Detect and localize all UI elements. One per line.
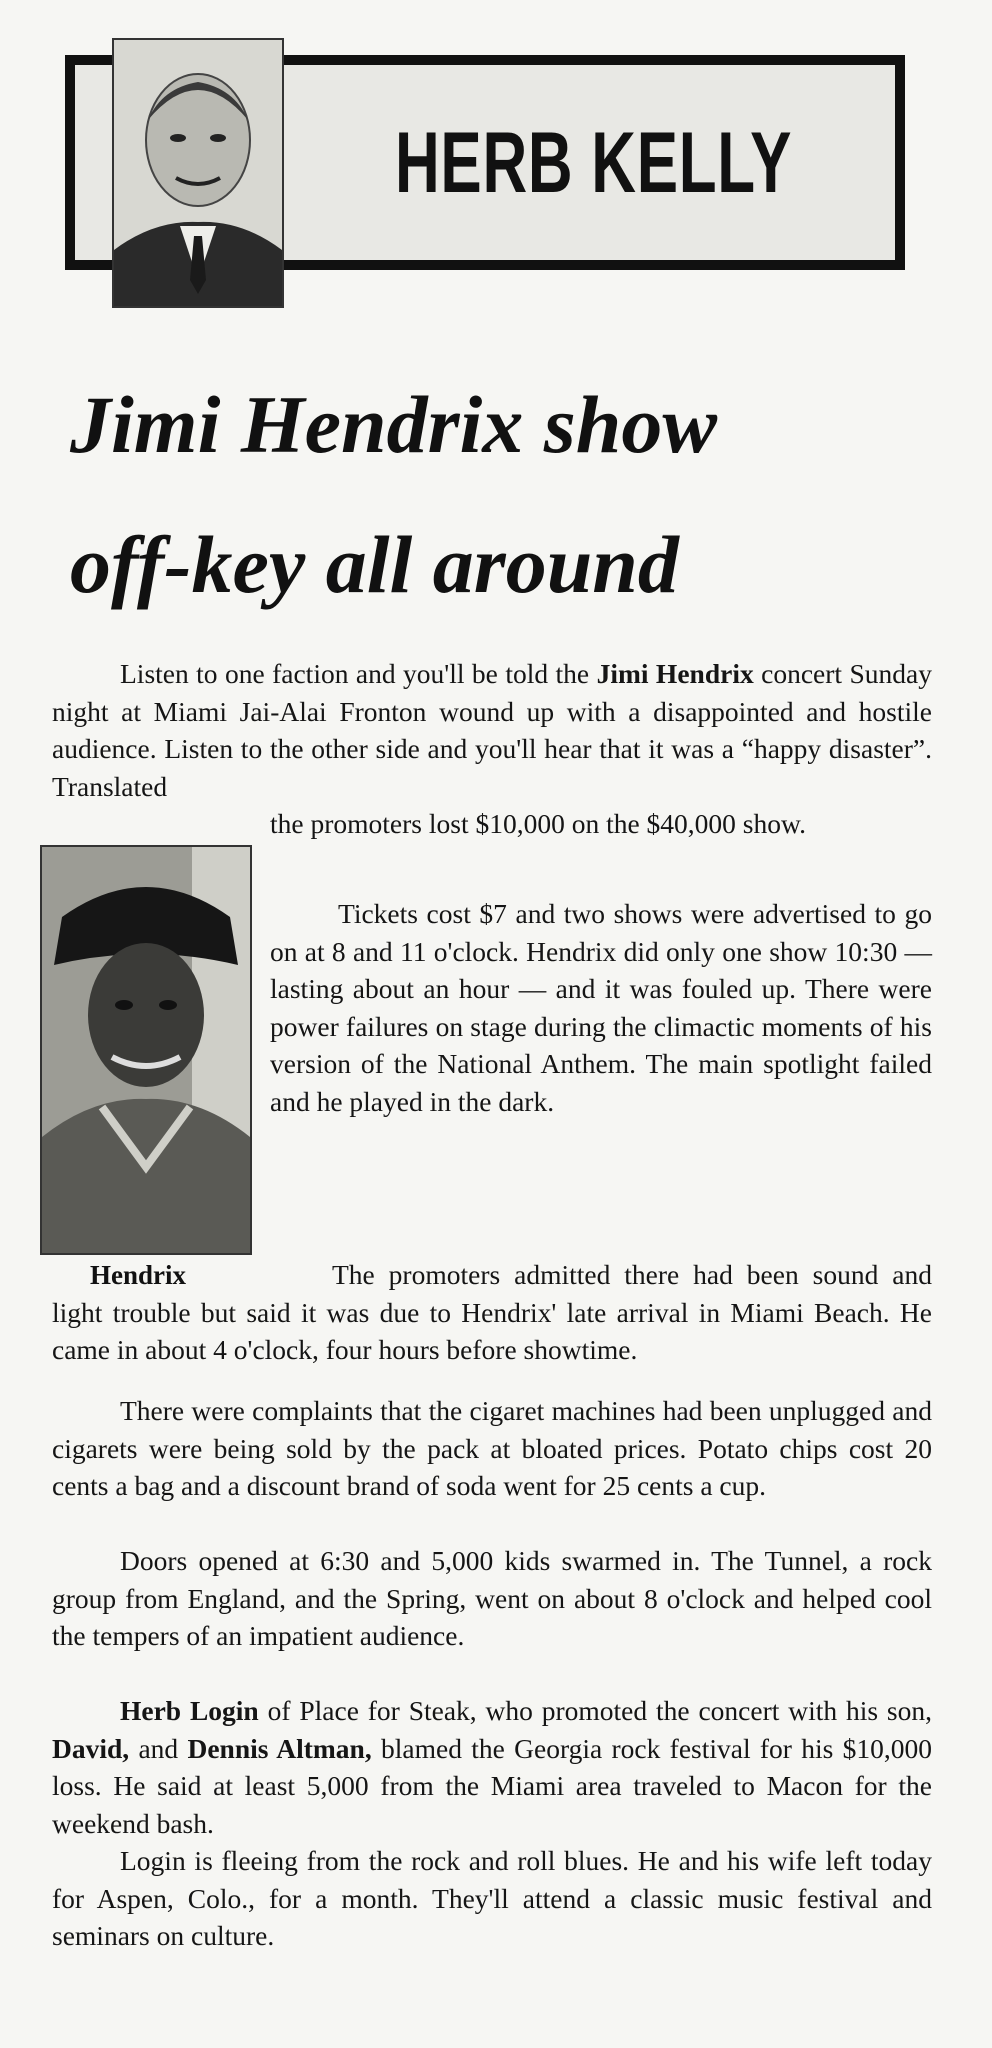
column-name: HERB KELLY xyxy=(395,115,793,211)
bold-name-david: David, xyxy=(52,1732,130,1764)
paragraph-3: The promoters admitted there had been sound and light trouble but said it was due to Hendrix' late arrival in Miami Beach. He came in about 4 o'clock, four hours before showtime. xyxy=(52,1259,932,1366)
paragraph-6: Herb Login of Place for Steak, who promoted the concert with his son, David, and Dennis Altman, blamed the Georgia rock festival for his $10,000 loss. He said at least 5,000 from the Miami area traveled to Macon for the weekend bash. xyxy=(52,1695,933,1839)
headline-line-1: Jimi Hendrix show xyxy=(70,379,718,470)
paragraph-7: Login is fleeing from the rock and roll blues. He and his wife left today for Aspen, Colo., for a month. They'll attend a classic music festival and seminars on culture. xyxy=(52,1845,932,1952)
bold-name-jimi-hendrix: Jimi Hendrix xyxy=(596,658,754,689)
paragraph-4: There were complaints that the cigaret machines had been unplugged and cigarets were being sold by the pack at bloated prices. Potato chips cost 20 cents a bag and a discount brand of soda went for 25 cents a cup. xyxy=(52,1395,932,1502)
photo-caption: Hendrix xyxy=(90,1260,187,1290)
paragraph-1-continued: the promoters lost $10,000 on the $40,000 show. xyxy=(270,808,806,839)
paragraph-2: Tickets cost $7 and two shows were advertised to go on at 8 and 11 o'clock. Hendrix did only one show 10:30 — lasting about an hour — and it was fouled up. There were power failures on stage during the climactic moments of his version of the National Anthem. The main spotlight failed and he played in the dark. xyxy=(270,898,932,1117)
bold-name-herb-login: Herb Login xyxy=(120,1695,259,1726)
paragraph-5: Doors opened at 6:30 and 5,000 kids swarmed in. The Tunnel, a rock group from England, and the Spring, went on about 8 o'clock and helped cool the tempers of an impatient audience. xyxy=(52,1545,932,1652)
columnist-portrait xyxy=(112,38,284,308)
bold-name-dennis-altman: Dennis Altman, xyxy=(187,1732,372,1764)
headline-line-2: off-key all around xyxy=(70,519,679,610)
headline xyxy=(70,355,910,635)
paragraph-1: Listen to one faction and you'll be told the Jimi Hendrix concert Sunday night at Miami Jai-Alai Fronton wound up with a disappointed and hostile audience. Listen to the other side and you'll hear that it was a “happy disaster”. Translated xyxy=(52,658,932,802)
hendrix-photo xyxy=(40,845,252,1255)
